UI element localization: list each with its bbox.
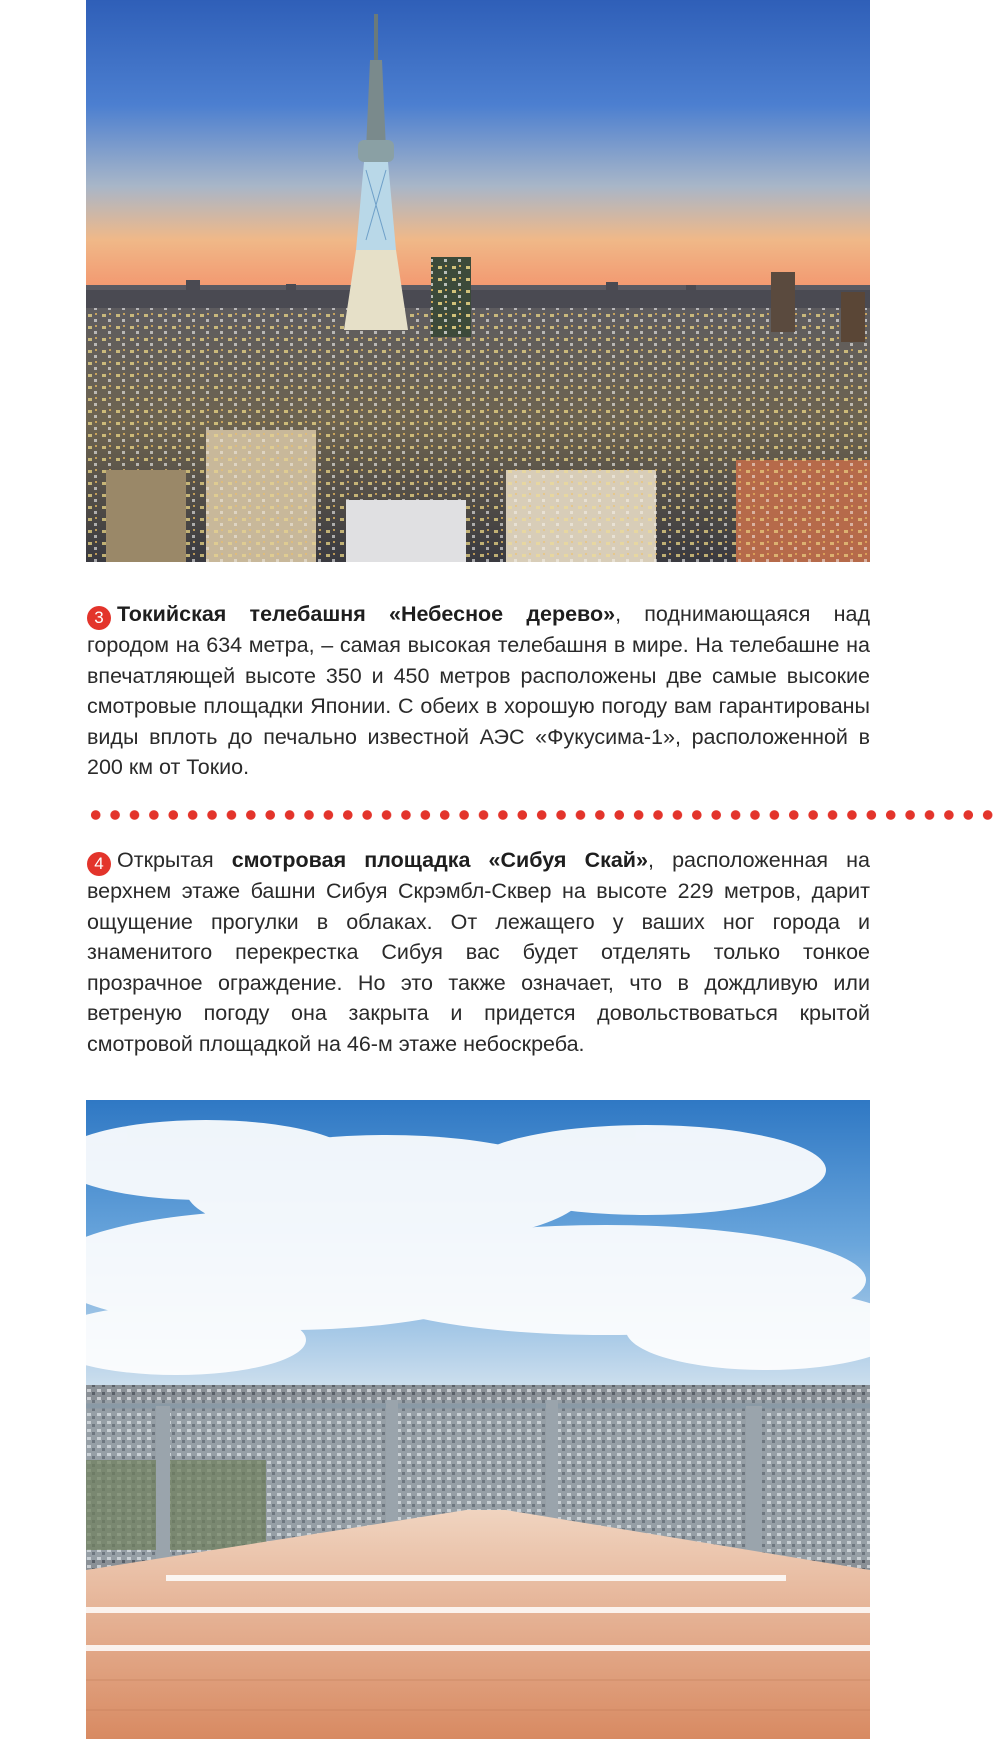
shibuya-sky-photo [86,1100,870,1739]
item-number-badge: 3 [87,606,111,630]
skytree-illustration [86,0,870,562]
item-number-badge: 4 [87,852,111,876]
item-highlight: Токийская телебашня «Небесное дерево» [117,602,616,626]
item-body-text: , поднимающаяся над городом на 634 метра, – самая высокая телебашня в мире. На телебашне на впечатляющей высоте 350 и 450 метров расположены две самые высокие смотровые площадки Японии. С обеих в хорошую погоду вам гарантированы виды вплоть до печально известной АЭС «Фукусима-1», расположенной в 200 км от Токио. [87,602,870,780]
dotted-divider [86,809,999,821]
item-lead-text: Открытая [117,848,232,872]
item-body-text: , расположенная на верхнем этаже башни Сибуя Скрэмбл-Сквер на высоте 229 метров, дарит ощущение прогулки в облаках. От лежащего у ваших ног города и знаменитого перекрестка Сибуя вас будет отделять только тонкое прозрачное ограждение. Но это также означает, что в дождливую или ветреную погоду она закрыта и придется довольствоваться крытой смотровой площадкой на 46-м этаже небоскреба. [87,848,870,1056]
observation-deck-illustration [86,1100,870,1739]
tokyo-skytree-photo [86,0,870,562]
item-3-paragraph [87,599,870,783]
item-highlight: смотровая площадка «Сибуя Скай» [231,848,648,872]
item-4-paragraph [87,845,870,1060]
